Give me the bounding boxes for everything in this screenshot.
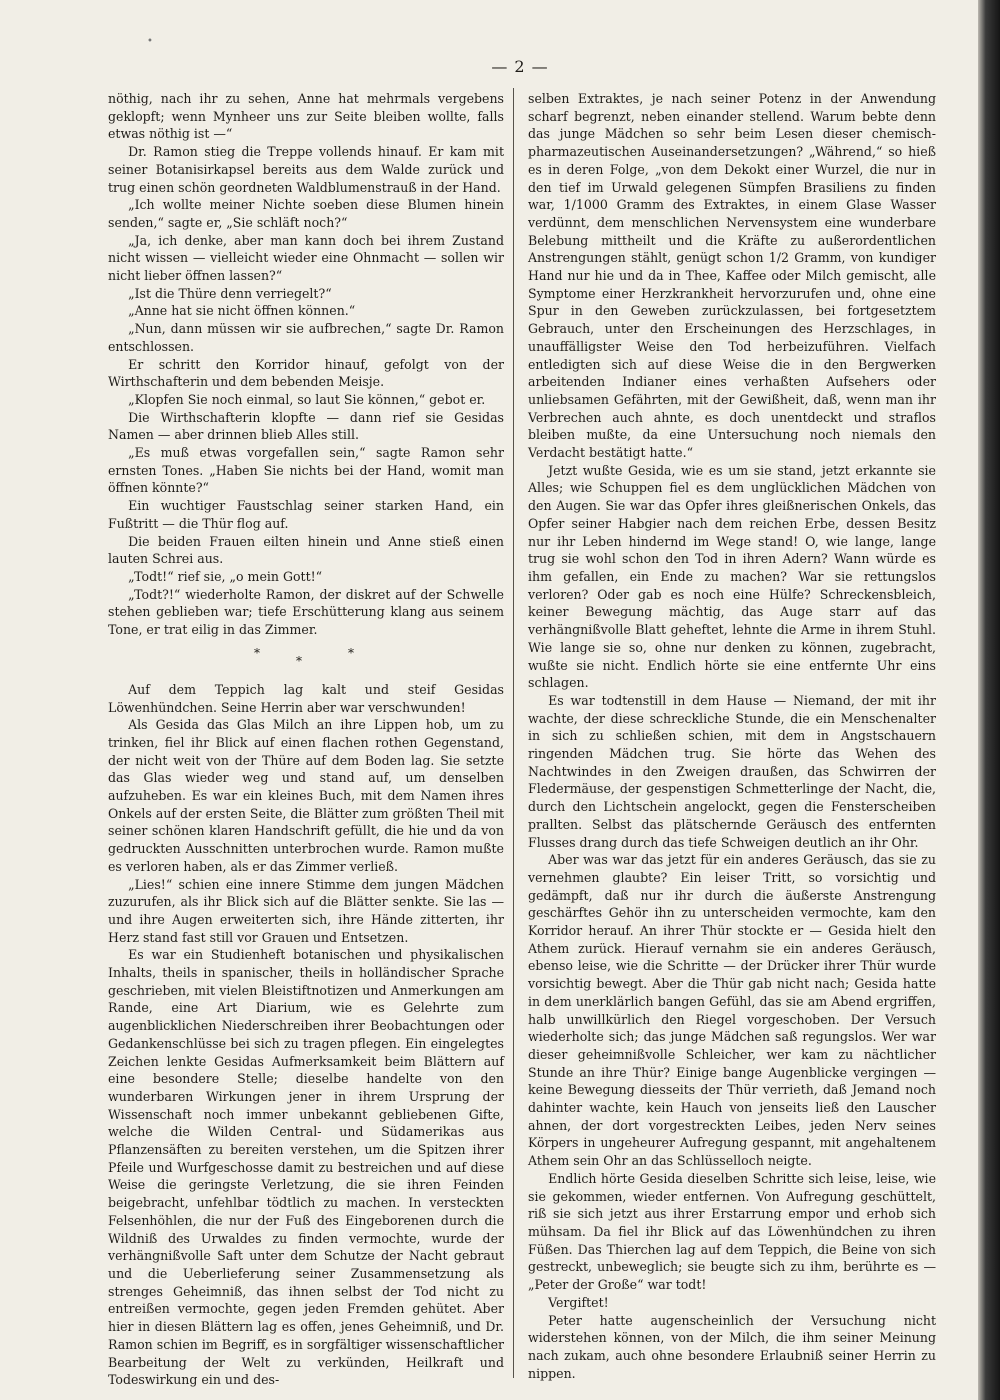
- paragraph: Vergiftet!: [548, 1294, 609, 1310]
- paragraph: Dr. Ramon stieg die Treppe vollends hinauf. Er kam mit seiner Botanisirkapsel bereits aus dem Walde zurück und trug einen schön geordneten Waldblumenstrauß in der Hand.: [108, 144, 504, 195]
- paragraph: Die beiden Frauen eilten hinein und Anne stieß einen lauten Schrei aus.: [108, 533, 504, 567]
- paragraph: Er schritt den Korridor hinauf, gefolgt von der Wirthschafterin und dem bebenden Meisje.: [108, 356, 504, 390]
- paragraph: Auf dem Teppich lag kalt und steif Gesidas Löwenhündchen. Seine Herrin aber war verschwunden!: [108, 681, 504, 715]
- paragraph: Jetzt wußte Gesida, wie es um sie stand, jetzt erkannte sie Alles; wie Schuppen fiel es dem unglücklichen Mädchen von den Augen. Sie war das Opfer ihres gleißnerischen Onkels, das Opfer seiner Habgier nach dem reichen Erbe, dessen Besitz nur ihr Leben hindernd im Wege stand! O, wie lange, lange trug sie wohl schon den Tod in ihren Adern? Wann würde es ihm gefallen, ein Ende zu machen? War sie rettungslos verloren? Oder gab es noch eine Hülfe? Schreckensbleich, keiner Bewegung mächtig, das Auge starr auf das verhängnißvolle Blatt geheftet, lehnte die Arme in ihrem Stuhl. Wie lange sie so, ohne nur denken zu können, zugebracht, wußte sie nicht. Endlich hörte sie eine entfernte Uhr eins schlagen.: [528, 462, 936, 691]
- separator-star: *: [254, 645, 260, 660]
- paragraph: „Anne hat sie nicht öffnen können.“: [128, 303, 356, 319]
- right-column: [528, 90, 936, 1382]
- paragraph: Endlich hörte Gesida dieselben Schritte sich leise, leise, wie sie gekommen, wieder entfernen. Von Aufregung geschüttelt, riß sie sich jetzt aus ihrer Erstarrung empor und erhob sich mühsam. Da fiel ihr Blick auf das Löwenhündchen zu ihren Füßen. Das Thierchen lag auf dem Teppich, die Beine von sich gestreckt, unbeweglich; sie beugte sich zu ihm, berührte es — „Peter der Große“ war todt!: [528, 1170, 936, 1293]
- corner-mark: •: [147, 36, 153, 47]
- separator-star: *: [348, 645, 354, 660]
- left-column: [108, 90, 504, 1389]
- paragraph: nöthig, nach ihr zu sehen, Anne hat mehrmals vergebens geklopft; wenn Mynheer uns zur Seite bleiben wollte, falls etwas nöthig ist —“: [108, 91, 504, 142]
- paragraph: „Todt!“ rief sie, „o mein Gott!“: [128, 568, 323, 584]
- page-edge: [978, 0, 1000, 1400]
- paragraph: „Ich wollte meiner Nichte soeben diese Blumen hinein senden,“ sagte er, „Sie schläft noch?“: [108, 197, 504, 230]
- paragraph: „Lies!“ schien eine innere Stimme dem jungen Mädchen zuzurufen, als ihr Blick sich auf die Blätter senkte. Sie las — und ihre Augen erweiterten sich, ihre Hände zitterten, ihr Herz stand fast still vor Grauen und Entsetzen.: [108, 876, 504, 945]
- page-number: — 2 —: [491, 57, 549, 76]
- paragraph: „Todt?!“ wiederholte Ramon, der diskret auf der Schwelle stehen geblieben war; tiefe Erschütterung klang aus seinem Tone, er trat eilig in das Zimmer.: [108, 586, 504, 638]
- paragraph: „Ja, ich denke, aber man kann doch bei ihrem Zustand nicht wissen — vielleicht wieder eine Ohnmacht — sollen wir nicht lieber öffnen lassen?“: [108, 232, 504, 284]
- paragraph: Ein wuchtiger Faustschlag seiner starken Hand, ein Fußtritt — die Thür flog auf.: [108, 498, 504, 531]
- paragraph: „Ist die Thüre denn verriegelt?“: [128, 285, 332, 301]
- separator-star: *: [296, 653, 302, 668]
- paragraph: Als Gesida das Glas Milch an ihre Lippen hob, um zu trinken, fiel ihr Blick auf einen flachen rothen Gegenstand, der nicht weit von der Thüre auf dem Boden lag. Sie setzte das Glas wieder weg und stand auf, um denselben aufzuheben. Es war ein kleines Buch, mit dem Namen ihres Onkels auf der ersten Seite, die Blätter zum größten Theil mit seiner schönen klaren Handschrift gefüllt, die hie und da von gedruckten Ausschnitten unterbrochen wurde. Ramon mußte es verloren haben, als er das Zimmer verließ.: [108, 717, 504, 874]
- paragraph: Es war ein Studienheft botanischen und physikalischen Inhalts, theils in spanischer, theils in holländischer Sprache geschrieben, mit vielen Bleistiftnotizen und Anmerkungen am Rande, eine Art Diarium, wie es Gelehrte zum augenblicklichen Niederschreiben ihrer Beobachtungen oder Gedankenschlüsse bei sich zu tragen pflegen. Ein eingelegtes Zeichen lenkte Gesidas Aufmerksamkeit beim Blättern auf eine besondere Stelle; dieselbe handelte von den wunderbaren Wirkungen jener in ihrem Ursprung der Wissenschaft noch immer unbekannt gebliebenen Gifte, welche die Wilden Central- und Südamerikas aus Pflanzensäften zu bereiten verstehen, um die Spitzen ihrer Pfeile und Wurfgeschosse damit zu bestreichen und auf diese Weise die geringste Verletzung, die sie ihren Feinden beigebracht, unfehlbar tödtlich zu machen. In versteckten Felsenhöhlen, die nur der Fuß des Eingeborenen durch die Wildniß des Urwaldes zu finden vermochte, wurde der verhängnißvolle Saft unter dem Schutze der Nacht gebraut und die Ueberlieferung seiner Zusammensetzung als strenges Geheimniß, das ihnen selbst der Tod nicht zu entreißen vermochte, gegen jeden Fremden gehütet. Aber hier in diesen Blättern lag es offen, jenes Geheimniß, und Dr. Ramon schien im Begriff, es in sorgfältiger wissenschaftlicher Bearbeitung der Welt zu verkünden, Heilkraft und Todeswirkung ein und des-: [108, 947, 504, 1388]
- section-separator: [108, 645, 504, 671]
- paragraph: Aber was war das jetzt für ein anderes Geräusch, das sie zu vernehmen glaubte? Ein leiser Tritt, so vorsichtig und gedämpft, daß nur ihr durch die äußerste Anstrengung geschärftes Gehör ihn zu unterscheiden vermochte, kam den Korridor herauf. An ihrer Thür stockte er — Gesida hielt den Athem zurück. Hierauf vernahm sie ein anderes Geräusch, ebenso leise, wie die Schritte — der Drücker ihrer Thür wurde vorsichtig bewegt. Aber die Thür gab nicht nach; Gesida hatte in dem unerklärlich bangen Gefühl, das sie am Abend ergriffen, halb unwillkürlich den Riegel vorgeschoben. Der Versuch wiederholte sich; das junge Mädchen saß regungslos. Wer war dieser geheimnißvolle Schleicher, wer kam zu nächtlicher Stunde an ihre Thür? Einige bange Augenblicke vergingen — keine Bewegung diesseits der Thür verrieth, daß Jemand noch dahinter wachte, kein Hauch von jenseits ließ den Lauscher ahnen, der dort vorgestreckten Leibes, jeden Nerv seines Körpers in ungeheurer Aufregung gespannt, mit angehaltenem Athem sein Ohr an das Schlüsselloch neigte.: [528, 852, 936, 1169]
- paragraph: „Nun, dann müssen wir sie aufbrechen,“ sagte Dr. Ramon entschlossen.: [108, 321, 504, 354]
- paragraph: Peter hatte augenscheinlich der Versuchung nicht widerstehen können, von der Milch, die ihm seiner Meinung nach zukam, auch ohne besondere Erlaubniß seiner Herrin zu nippen.: [528, 1312, 936, 1381]
- paragraph: Es war todtenstill in dem Hause — Niemand, der mit ihr wachte, der diese schreckliche Stunde, die ein Menschenalter in sich zu schließen schien, mit dem in Angstschauern ringenden Mädchen trug. Sie hörte das Wehen des Nachtwindes in den Zweigen draußen, das Schwirren der Fledermäuse, der gespenstigen Schmetterlinge der Nacht, die, durch den Lichtschein angelockt, gegen die Fensterscheiben prallten. Selbst das plätschernde Geräusch des entfernten Flusses drang durch das tiefe Schweigen deutlich an ihr Ohr.: [528, 692, 936, 850]
- paragraph: „Es muß etwas vorgefallen sein,“ sagte Ramon sehr ernsten Tones. „Haben Sie nichts bei der Hand, womit man öffnen könnte?“: [108, 445, 504, 496]
- paragraph: selben Extraktes, je nach seiner Potenz in der Anwendung scharf begrenzt, neben einander stellend. Warum bebte denn das junge Mädchen so sehr beim Lesen dieser chemisch-pharmazeutischen Auseinandersetzungen? „Während,“ so hieß es in deren Folge, „von dem Dekokt einer Wurzel, die nur in den tief im Urwald gelegenen Sümpfen Brasiliens zu finden war, 1/1000 Gramm des Extraktes, in einem Glase Wasser verdünnt, dem menschlichen Nervensystem eine wunderbare Belebung mittheilt und die Kräfte zu außerordentlichen Anstrengungen stählt, genügt schon 1/2 Gramm, von kundiger Hand nur hie und da in Thee, Kaffee oder Milch gemischt, alle Symptome einer Herzkrankheit hervorzurufen und, ohne eine Spur in den Geweben zurückzulassen, bei fortgesetztem Gebrauch, unter den Erscheinungen des Herzschlages, in unauffälligster Weise den Tod herbeizuführen. Vielfach entledigten sich auf diese Weise die in den Bergwerken arbeitenden Indianer eines verhaßten Aufsehers oder unliebsamen Gefährten, mit der Gewißheit, daß, wenn man ihr Verbrechen auch ahnte, es doch unentdeckt und straflos bleiben mußte, da eine Untersuchung noch niemals den Verdacht bestätigt hatte.“: [528, 91, 936, 461]
- paragraph: Die Wirthschafterin klopfte — dann rief sie Gesidas Namen — aber drinnen blieb Alles still.: [108, 409, 504, 443]
- column-rule: [513, 88, 514, 1378]
- paragraph: „Klopfen Sie noch einmal, so laut Sie können,“ gebot er.: [128, 391, 486, 407]
